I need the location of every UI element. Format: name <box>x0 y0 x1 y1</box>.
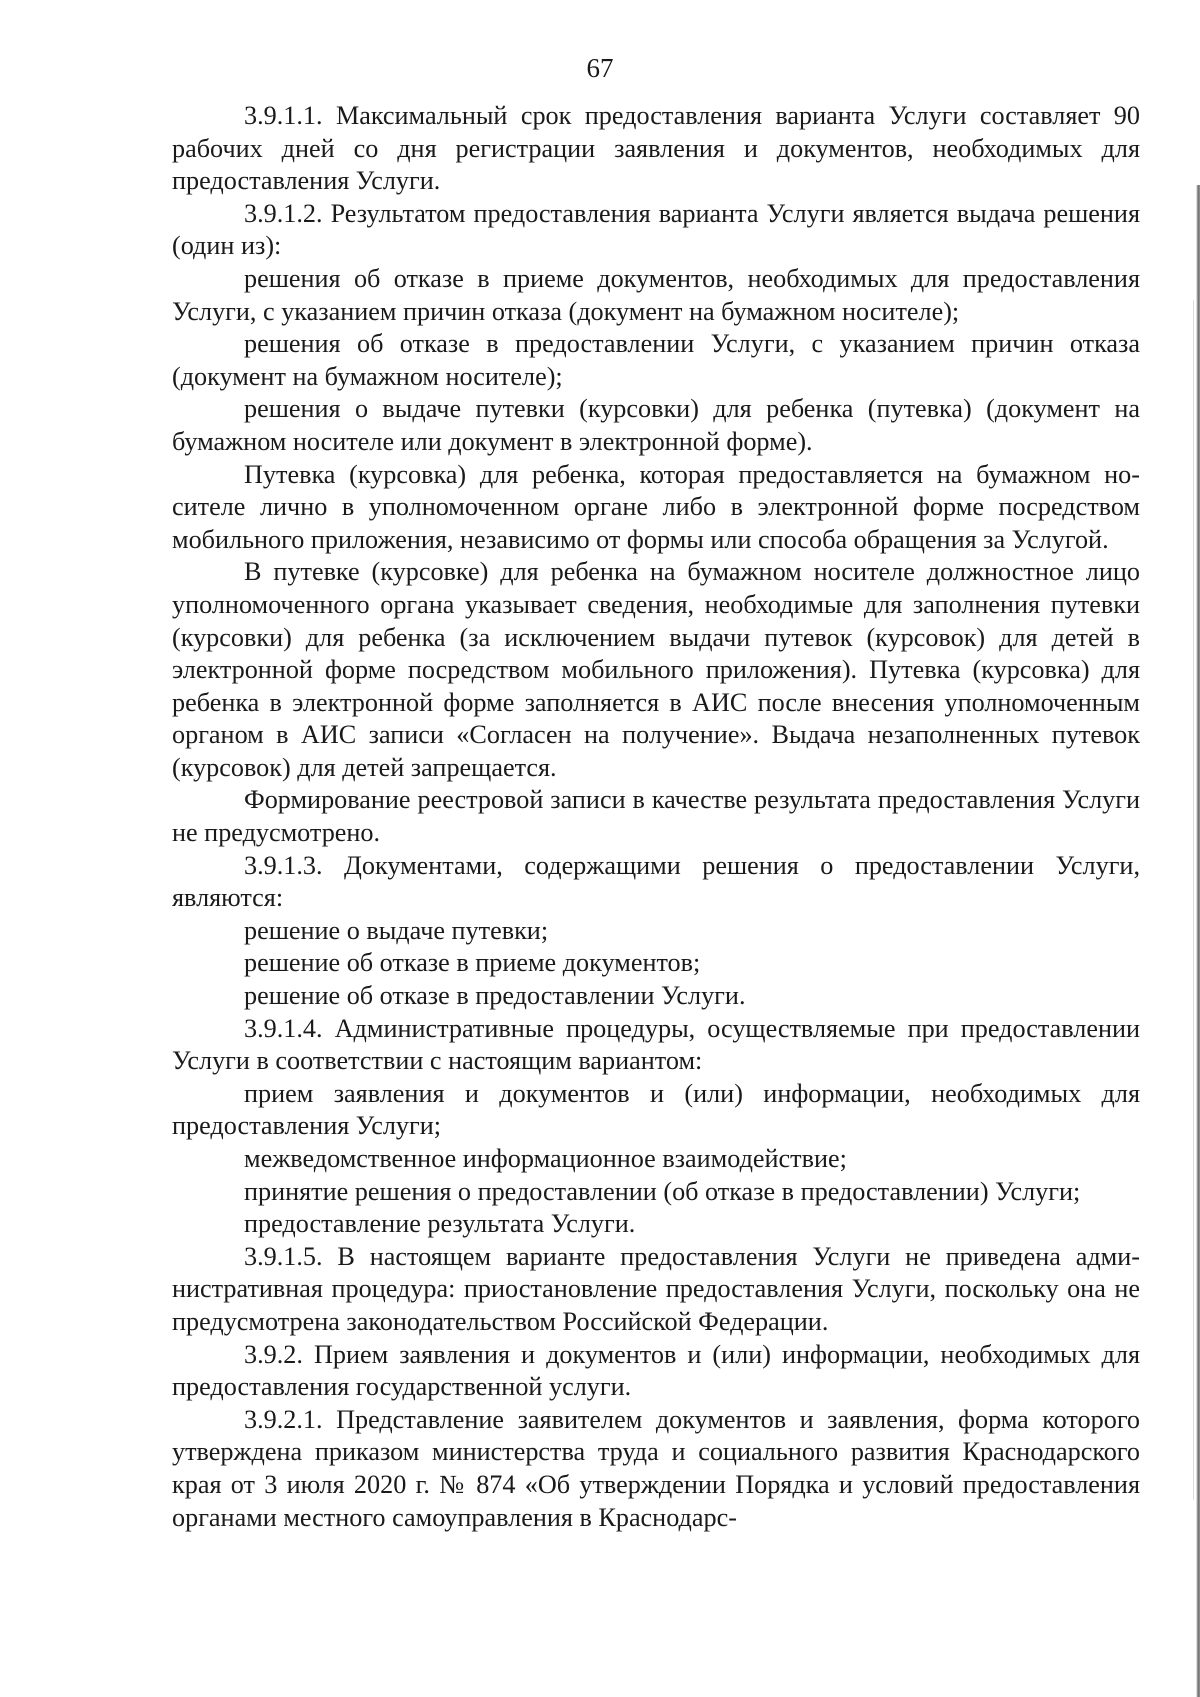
paragraph-voucher-delivery: Путевка (курсовка) для ребенка, которая предоставляется на бумажном носителе лично в уполномоченном органе либо в электронной форме посредством мобильного приложения, независимо от формы или способа обращения за Услугой. <box>172 459 1140 554</box>
list-item-refusal-acceptance: решения об отказе в приеме документов, необходимых для предоставления Услуги, с указанием причин отказа (документ на бумажном носителе); <box>172 263 1140 326</box>
list-item-decision-voucher: решение о выдаче путевки; <box>244 915 549 945</box>
list-item-procedure-result: предоставление результата Услуги. <box>244 1209 636 1239</box>
paragraph-3-9-1-4: 3.9.1.4. Административные процедуры, осуществляемые при предоставлении Услуги в соответствии с настоящим вариантом: <box>172 1013 1140 1076</box>
paragraph-voucher-filling: В путевке (курсовке) для ребенка на бумажном носителе должностное лицо уполномоченного органа указывает сведения, необходимые для заполнения путевки (курсовки) для ребенка (за исключением выдачи путевок (курсовок) для детей в электронной форме посредством мобильного приложения). Путевка (курсовка) для ребенка в электронной форме заполняется в АИС после внесения уполномоченным органом в АИС записи «Согласен на получение». Выдача незаполненных путевок (курсовок) для детей запрещается. <box>172 557 1140 782</box>
paragraph-3-9-2-1: 3.9.2.1. Представление заявителем документов и заявления, форма которого утверждена приказом министерства труда и социального развития Краснодарского края от 3 июля 2020 г. № 874 «Об утверждении Порядка и условий предоставления органами местного самоуправления в Краснодарс- <box>172 1404 1140 1532</box>
list-item-decision-refusal-acceptance: решение об отказе в приеме документов; <box>244 948 701 978</box>
list-item-procedure-decision: принятие решения о предоставлении (об отказе в предоставлении) Услуги; <box>244 1176 1081 1206</box>
document-body <box>172 100 1140 1534</box>
scan-edge-line <box>1193 300 1194 1500</box>
paragraph-3-9-1-3: 3.9.1.3. Документами, содержащими решения о предоставлении Услуги, являются: <box>172 850 1140 913</box>
scan-edge-shadow <box>1196 185 1200 1697</box>
list-item-procedure-acceptance: прием заявления и документов и (или) информации, необходимых для предоставления Услуги; <box>172 1078 1140 1141</box>
paragraph-3-9-1-2: 3.9.1.2. Результатом предоставления варианта Услуги является выдача решения (один из): <box>172 198 1140 261</box>
list-item-decision-refusal-provision: решение об отказе в предоставлении Услуги. <box>244 981 746 1011</box>
paragraph-3-9-2: 3.9.2. Прием заявления и документов и (или) информации, необходимых для предоставления государственной услуги. <box>172 1339 1140 1402</box>
paragraph-3-9-1-1: 3.9.1.1. Максимальный срок предоставления варианта Услуги составляет 90 рабочих дней со дня регистрации заявления и документов, необходимых для предоставления Услуги. <box>172 101 1140 196</box>
list-item-voucher-issue: решения о выдаче путевки (курсовки) для ребенка (путевка) (документ на бумажном носителе или документ в электронной форме). <box>172 394 1140 456</box>
paragraph-3-9-1-5: 3.9.1.5. В настоящем варианте предоставления Услуги не приведена административная процедура: приостановление предоставления Услуги, поскольку она не предусмотрена законодательством Российской Федерации. <box>172 1241 1140 1336</box>
list-item-procedure-interagency: межведомственное информационное взаимодействие; <box>244 1144 847 1173</box>
list-item-refusal-provision: решения об отказе в предоставлении Услуги, с указанием причин отказа (документ на бумажном носителе); <box>172 329 1140 391</box>
paragraph-registry-entry: Формирование реестровой записи в качестве результата предоставления Услуги не предусмотрено. <box>172 785 1140 848</box>
page-number: 67 <box>586 53 614 83</box>
